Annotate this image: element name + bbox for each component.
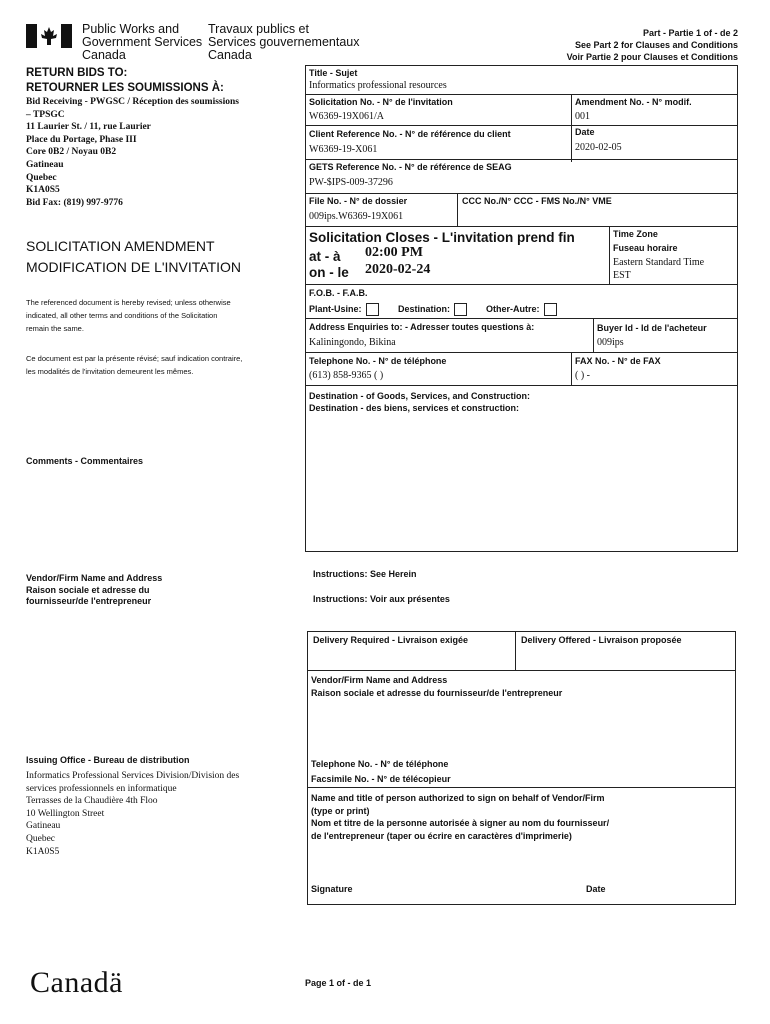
amendment-title-en: SOLICITATION AMENDMENT [26, 238, 215, 254]
divider [515, 631, 516, 670]
vendor-fax-label: Facsimile No. - N° de télécopieur [311, 774, 451, 784]
divider [305, 125, 738, 126]
auth-line: Nom et titre de la personne autorisée à signer au nom du fournisseur/ [311, 818, 610, 828]
ccc-label: CCC No./N° CCC - FMS No./N° VME [462, 196, 612, 206]
dept-fr-line: Travaux publics et [208, 22, 309, 36]
address-line: 11 Laurier St. / 11, rue Laurier [26, 122, 151, 133]
note-line: indicated, all other terms and conditions of the Solicitation [26, 311, 218, 320]
issuing-line: K1A0S5 [26, 846, 60, 857]
timezone-label-en: Time Zone [613, 229, 658, 239]
divider [571, 94, 572, 162]
date-value: 2020-02-05 [575, 142, 622, 153]
return-bids-address [26, 96, 239, 209]
issuing-line: Gatineau [26, 821, 61, 832]
divider [305, 226, 738, 227]
vendor-fr: Raison sociale et adresse du fournisseur/de l'entrepreneur [311, 688, 563, 698]
timezone-label-fr: Fuseau horaire [613, 243, 678, 253]
bid-fax: Bid Fax: (819) 997-9776 [26, 197, 123, 208]
signature-date-label: Date [586, 884, 606, 894]
dest-label-en: Destination - of Goods, Services, and Construction: [309, 391, 531, 401]
return-bids-en: RETURN BIDS TO: [26, 67, 128, 79]
instructions-en: Instructions: See Herein [313, 569, 417, 579]
dept-en-line: Public Works and [82, 22, 180, 36]
address-line: K1A0S5 [26, 185, 60, 196]
buyer-value: 009ips [597, 337, 624, 348]
note-line: Ce document est par la présente révisé; sauf indication contraire, [26, 354, 243, 363]
dept-en-line: Canada [82, 48, 126, 62]
department-name-fr [208, 23, 359, 62]
page-number: Page 1 of - de 1 [305, 978, 372, 988]
dept-fr-line: Services gouvernementaux [208, 35, 360, 49]
dest-label-fr: Destination - des biens, services et construction: [309, 403, 520, 413]
delivery-required-label: Delivery Required - Livraison exigée [313, 635, 469, 645]
issuing-line: 10 Wellington Street [26, 808, 105, 819]
buyer-label: Buyer Id - Id de l'acheteur [597, 323, 707, 333]
vendor-label-line: Vendor/Firm Name and Address [26, 573, 163, 583]
destination-goods-label [309, 390, 530, 414]
amendment-title-fr: MODIFICATION DE L'INVITATION [26, 259, 242, 275]
auth-line: (type or print) [311, 805, 370, 816]
note-line: The referenced document is hereby revised; unless otherwise [26, 298, 231, 307]
timezone-abbr: EST [613, 270, 631, 281]
closes-label: Solicitation Closes - L'invitation prend fin [309, 230, 575, 245]
auth-line: de l'entrepreneur (taper ou écrire en caractères d'imprimerie) [311, 830, 572, 841]
see-part-en: See Part 2 for Clauses and Conditions [574, 40, 738, 50]
amendment-title [26, 236, 241, 278]
part-info [567, 27, 738, 63]
part-line: Part - Partie 1 of - de 2 [642, 28, 738, 38]
on-label: on - le [309, 265, 349, 280]
note-line: remain the same. [26, 324, 84, 333]
comments-label: Comments - Commentaires [26, 456, 144, 466]
address-line: Place du Portage, Phase III [26, 134, 137, 145]
address-line: Gatineau [26, 159, 64, 170]
date-label: Date [575, 127, 595, 137]
canada-flag-logo [26, 24, 72, 48]
vendor-label-line: Raison sociale et adresse du [26, 584, 150, 595]
title-value: Informatics professional resources [309, 80, 447, 91]
amendment-label: Amendment No. - N° modif. [575, 97, 692, 107]
divider [571, 352, 572, 385]
instructions-fr: Instructions: Voir aux présentes [313, 594, 450, 604]
enquiries-label: Address Enquiries to: - Adresser toutes questions à: [309, 322, 535, 332]
return-bids-fr: RETOURNER LES SOUMISSIONS À: [26, 82, 224, 94]
close-time-value: 02:00 PM [365, 245, 423, 260]
plant-label: Plant-Usine: [309, 303, 362, 314]
delivery-offered-label: Delivery Offered - Livraison proposée [521, 635, 682, 645]
phone-value: (613) 858-9365 ( ) [309, 370, 384, 381]
divider [307, 670, 736, 671]
issuing-line: Informatics Professional Services Division/Division des [26, 771, 240, 781]
destination-label: Destination: [398, 303, 451, 314]
divider [305, 159, 738, 160]
vendor-address-label [311, 674, 562, 700]
amendment-value: 001 [575, 111, 590, 122]
gets-label: GETS Reference No. - N° de référence de SEAG [309, 162, 512, 172]
issuing-line: Terrasses de la Chaudière 4th Floo [26, 796, 158, 807]
authorized-person-label [311, 792, 609, 842]
fax-value: ( ) - [575, 370, 590, 381]
divider [305, 284, 738, 285]
amendment-note-en [26, 296, 231, 335]
other-checkbox[interactable] [544, 303, 557, 316]
client-ref-value: W6369-19-X061 [309, 144, 378, 155]
amendment-note-fr [26, 352, 242, 378]
address-line: – TPSGC [26, 109, 65, 120]
canada-wordmark: Canadä [30, 966, 123, 999]
timezone-value: Eastern Standard Time [613, 257, 705, 268]
issuing-line: services professionnels en informatique [26, 783, 177, 794]
enquiries-value: Kaliningondo, Bikina [309, 337, 396, 348]
other-label: Other-Autre: [486, 303, 540, 314]
department-name-en [82, 23, 202, 62]
vendor-label [26, 573, 162, 608]
solicitation-value: W6369-19X061/A [309, 111, 384, 122]
signature-label: Signature [311, 884, 353, 894]
see-part-fr: Voir Partie 2 pour Clauses et Conditions [566, 52, 738, 62]
gets-value: PW-$IPS-009-37296 [309, 177, 393, 188]
at-label: at - à [309, 249, 341, 264]
divider [305, 385, 738, 386]
return-bids-title [26, 66, 224, 96]
other-option[interactable] [486, 303, 557, 316]
divider [609, 226, 610, 284]
fax-label: FAX No. - N° de FAX [575, 356, 661, 366]
issuing-line: Quebec [26, 833, 56, 844]
address-line: Bid Receiving - PWGSC / Réception des soumissions [26, 97, 239, 107]
plant-checkbox[interactable] [366, 303, 379, 316]
vendor-en: Vendor/Firm Name and Address [311, 675, 448, 685]
destination-option[interactable] [398, 303, 467, 316]
title-label: Title - Sujet [309, 68, 358, 78]
divider [305, 318, 738, 319]
dept-fr-line: Canada [208, 48, 252, 62]
vendor-label-line: fournisseur/de l'entrepreneur [26, 596, 152, 606]
solicitation-label: Solicitation No. - N° de l'invitation [309, 97, 453, 107]
divider [457, 193, 458, 226]
divider [307, 787, 736, 788]
address-line: Core 0B2 / Noyau 0B2 [26, 147, 117, 158]
file-label: File No. - N° de dossier [309, 196, 408, 206]
issuing-office-address [26, 770, 239, 858]
divider [305, 193, 738, 194]
issuing-office-label: Issuing Office - Bureau de distribution [26, 755, 190, 765]
note-line: les modalités de l'invitation demeurent les mêmes. [26, 367, 194, 376]
divider [305, 94, 738, 95]
address-line: Quebec [26, 172, 57, 183]
dept-en-line: Government Services [82, 35, 203, 49]
client-ref-label: Client Reference No. - N° de référence du client [309, 129, 511, 139]
destination-checkbox[interactable] [454, 303, 467, 316]
file-value: 009ips.W6369-19X061 [309, 211, 404, 222]
fob-label: F.O.B. - F.A.B. [309, 288, 368, 298]
vendor-phone-label: Telephone No. - N° de téléphone [311, 759, 449, 769]
plant-option[interactable] [309, 303, 379, 316]
divider [593, 318, 594, 352]
auth-line: Name and title of person authorized to sign on behalf of Vendor/Firm [311, 793, 605, 803]
divider [305, 352, 738, 353]
phone-label: Telephone No. - N° de téléphone [309, 356, 447, 366]
close-date-value: 2020-02-24 [365, 262, 431, 277]
